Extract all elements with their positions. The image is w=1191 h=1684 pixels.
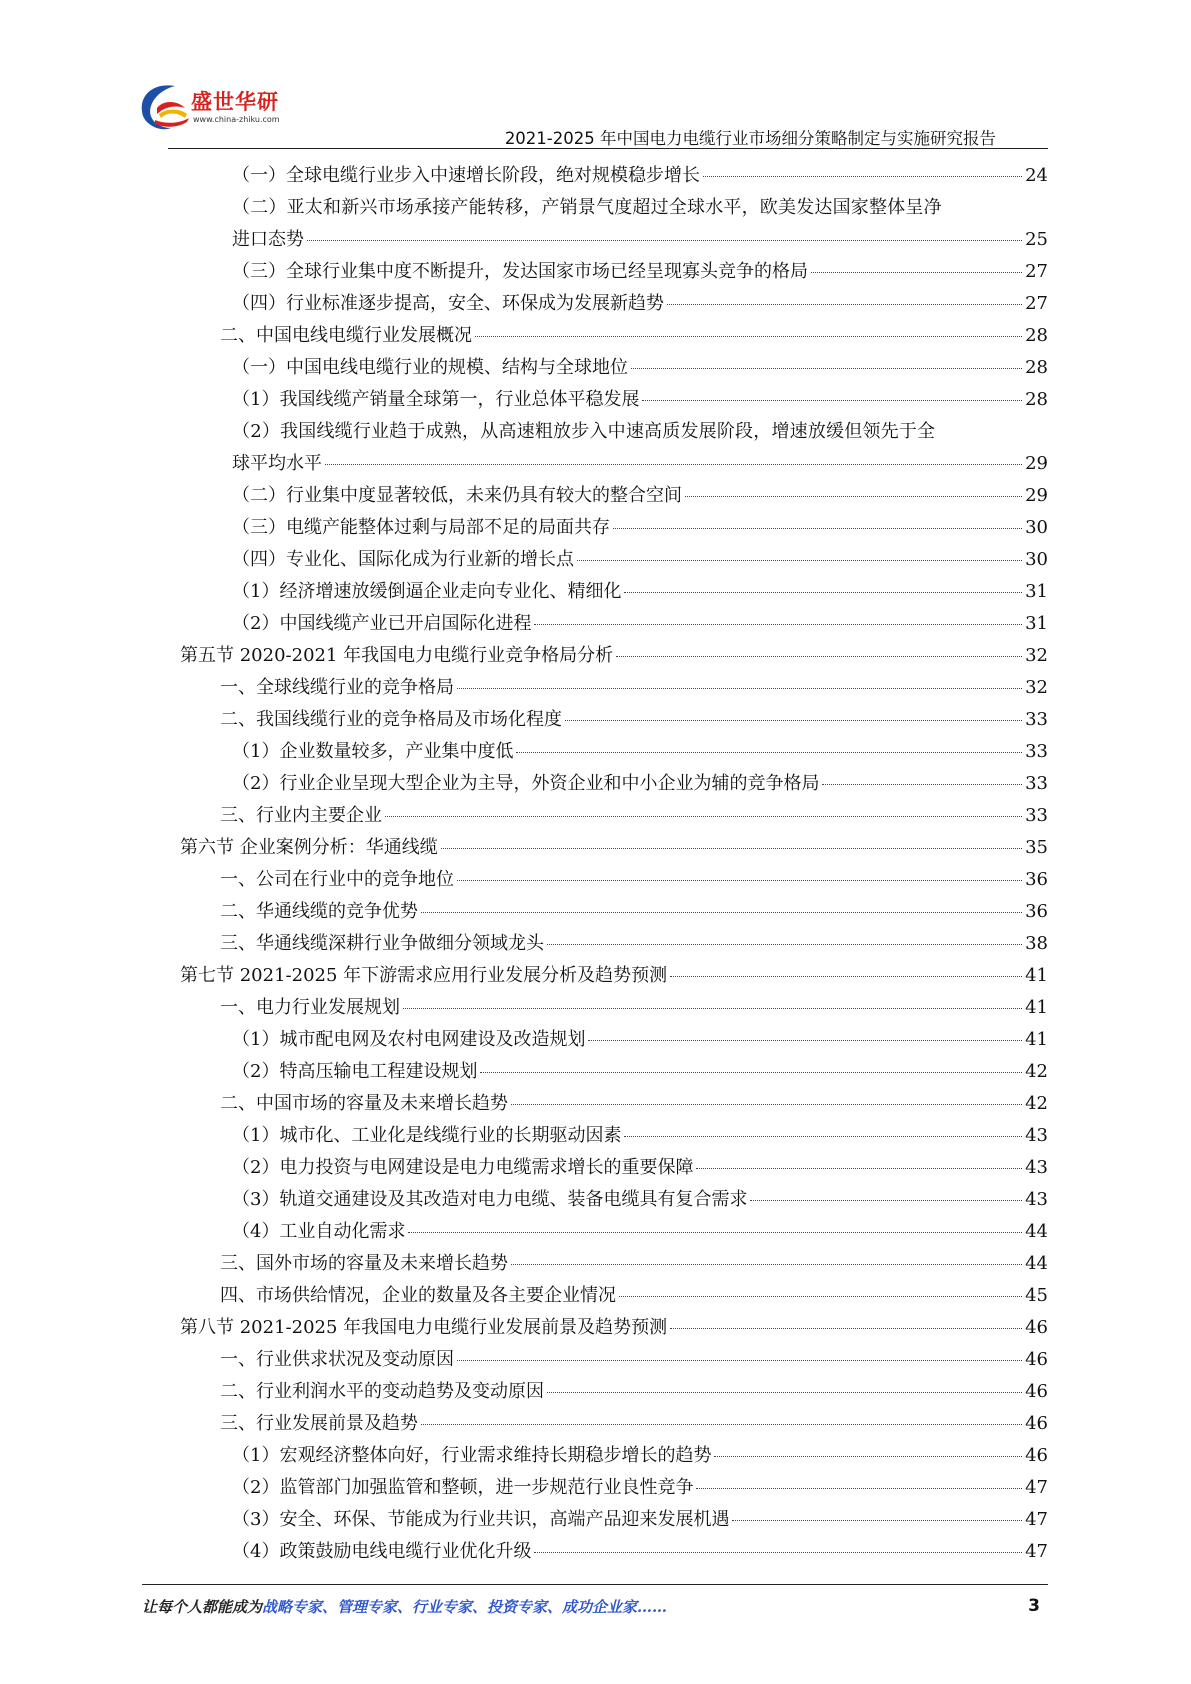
- toc-entry-title: （4）工业自动化需求: [232, 1221, 406, 1242]
- toc-entry-page: 47: [1025, 1541, 1048, 1562]
- toc-entry-title: 二、我国线缆行业的竞争格局及市场化程度: [220, 709, 562, 730]
- toc-entry-title: （一）中国电线电缆行业的规模、结构与全球地位: [232, 357, 628, 378]
- toc-leader-dots: [685, 496, 1022, 497]
- toc-entry-page: 29: [1025, 485, 1048, 506]
- toc-entry-page: 47: [1025, 1477, 1048, 1498]
- logo-url: www.china-zhiku.com: [193, 115, 280, 124]
- toc-entry-page: 33: [1025, 773, 1048, 794]
- table-of-contents: [180, 160, 1048, 1568]
- toc-leader-dots: [441, 848, 1022, 849]
- toc-leader-dots: [619, 1296, 1022, 1297]
- toc-entry-title: 三、行业发展前景及趋势: [220, 1413, 418, 1434]
- toc-entry-page: 43: [1025, 1189, 1048, 1210]
- toc-leader-dots: [457, 880, 1022, 881]
- toc-entry-title: （1）经济增速放缓倒逼企业走向专业化、精细化: [232, 581, 622, 602]
- toc-entry[interactable]: [180, 1056, 1048, 1088]
- toc-entry[interactable]: [180, 576, 1048, 608]
- toc-leader-dots: [511, 1104, 1022, 1105]
- toc-entry[interactable]: [180, 1376, 1048, 1408]
- toc-leader-dots: [822, 784, 1022, 785]
- toc-leader-dots: [547, 944, 1022, 945]
- toc-entry-page: 33: [1025, 741, 1048, 762]
- toc-entry[interactable]: [180, 1344, 1048, 1376]
- toc-leader-dots: [325, 464, 1022, 465]
- toc-entry-section[interactable]: [180, 640, 1048, 672]
- toc-entry-page: 32: [1025, 677, 1048, 698]
- toc-leader-dots: [732, 1520, 1022, 1521]
- toc-leader-dots: [616, 656, 1022, 657]
- toc-entry-title: 一、公司在行业中的竞争地位: [220, 869, 454, 890]
- toc-leader-dots: [613, 528, 1022, 529]
- toc-entry[interactable]: [180, 1248, 1048, 1280]
- toc-leader-dots: [667, 304, 1022, 305]
- toc-entry-page: 41: [1025, 997, 1048, 1018]
- toc-entry-page: 43: [1025, 1125, 1048, 1146]
- toc-leader-dots: [696, 1168, 1022, 1169]
- toc-entry[interactable]: [180, 1472, 1048, 1504]
- toc-entry-page: 36: [1025, 869, 1048, 890]
- page-footer: [142, 1596, 1048, 1636]
- toc-leader-dots: [457, 1360, 1022, 1361]
- toc-entry-title: 三、国外市场的容量及未来增长趋势: [220, 1253, 508, 1274]
- toc-entry-title: 二、中国电线电缆行业发展概况: [220, 325, 472, 346]
- toc-leader-dots: [511, 1264, 1022, 1265]
- toc-leader-dots: [547, 1392, 1022, 1393]
- toc-entry-title: 第五节 2020-2021 年我国电力电缆行业竞争格局分析: [180, 645, 614, 666]
- toc-entry[interactable]: [180, 608, 1048, 640]
- toc-entry-page: 31: [1025, 613, 1048, 634]
- toc-entry-page: 38: [1025, 933, 1048, 954]
- toc-leader-dots: [421, 912, 1022, 913]
- toc-entry-title: （4）政策鼓励电线电缆行业优化升级: [232, 1541, 532, 1562]
- toc-entry-title: （3）轨道交通建设及其改造对电力电缆、装备电缆具有复合需求: [232, 1189, 748, 1210]
- toc-entry-section[interactable]: [180, 832, 1048, 864]
- report-title: 2021-2025 年中国电力电缆行业市场细分策略制定与实施研究报告: [504, 129, 996, 148]
- toc-entry-page: 47: [1025, 1509, 1048, 1530]
- toc-entry-page: 28: [1025, 325, 1048, 346]
- toc-leader-dots: [480, 1072, 1022, 1073]
- toc-entry-page: 42: [1025, 1093, 1048, 1114]
- toc-entry[interactable]: [180, 1152, 1048, 1184]
- toc-entry-title: 二、中国市场的容量及未来增长趋势: [220, 1093, 508, 1114]
- toc-entry-title: （三）全球行业集中度不断提升，发达国家市场已经呈现寡头竞争的格局: [232, 261, 808, 282]
- toc-entry[interactable]: [180, 896, 1048, 928]
- toc-leader-dots: [457, 688, 1022, 689]
- toc-leader-dots: [750, 1200, 1022, 1201]
- toc-entry-page: 42: [1025, 1061, 1048, 1082]
- toc-entry[interactable]: [180, 1408, 1048, 1440]
- toc-leader-dots: [714, 1456, 1022, 1457]
- toc-entry-page: 46: [1025, 1413, 1048, 1434]
- toc-leader-dots: [703, 176, 1022, 177]
- toc-entry-title-continued: 进口态势: [232, 229, 304, 250]
- toc-entry-title: （2）电力投资与电网建设是电力电缆需求增长的重要保障: [232, 1157, 694, 1178]
- toc-entry-title: （三）电缆产能整体过剩与局部不足的局面共存: [232, 517, 610, 538]
- toc-entry-page: 25: [1025, 229, 1048, 250]
- toc-entry[interactable]: [180, 928, 1048, 960]
- toc-entry-page: 29: [1025, 453, 1048, 474]
- toc-entry[interactable]: [180, 1504, 1048, 1536]
- toc-entry[interactable]: [180, 800, 1048, 832]
- toc-entry-title: 三、行业内主要企业: [220, 805, 382, 826]
- toc-entry-page: 43: [1025, 1157, 1048, 1178]
- toc-entry-title: （2）监管部门加强监管和整顿，进一步规范行业良性竞争: [232, 1477, 694, 1498]
- toc-entry-title: （1）城市配电网及农村电网建设及改造规划: [232, 1029, 586, 1050]
- toc-leader-dots: [588, 1040, 1022, 1041]
- toc-entry-page: 30: [1025, 549, 1048, 570]
- toc-entry-title: 一、全球线缆行业的竞争格局: [220, 677, 454, 698]
- toc-entry[interactable]: [180, 1088, 1048, 1120]
- toc-leader-dots: [811, 272, 1022, 273]
- toc-leader-dots: [408, 1232, 1022, 1233]
- toc-entry[interactable]: [180, 320, 1048, 352]
- toc-entry-title: （1）城市化、工业化是线缆行业的长期驱动因素: [232, 1125, 622, 1146]
- toc-entry[interactable]: [180, 288, 1048, 320]
- toc-entry-page: 35: [1025, 837, 1048, 858]
- footer-divider: [142, 1584, 1048, 1585]
- toc-entry-title: （四）行业标准逐步提高，安全、环保成为发展新趋势: [232, 293, 664, 314]
- toc-entry[interactable]: [180, 1120, 1048, 1152]
- toc-leader-dots: [565, 720, 1022, 721]
- page-number: 3: [1028, 1596, 1040, 1616]
- toc-entry[interactable]: [180, 736, 1048, 768]
- toc-entry-title: 三、华通线缆深耕行业争做细分领域龙头: [220, 933, 544, 954]
- toc-entry-title: （一）全球电缆行业步入中速增长阶段，绝对规模稳步增长: [232, 165, 700, 186]
- company-logo: [135, 78, 305, 148]
- logo-swoosh-icon: [135, 78, 195, 138]
- toc-entry-title: （2）特高压输电工程建设规划: [232, 1061, 478, 1082]
- toc-leader-dots: [421, 1424, 1022, 1425]
- toc-leader-dots: [307, 240, 1022, 241]
- toc-leader-dots: [624, 592, 1022, 593]
- toc-entry-title: 二、行业利润水平的变动趋势及变动原因: [220, 1381, 544, 1402]
- header-divider: [168, 148, 1048, 149]
- page-header: [0, 0, 1191, 150]
- toc-entry-page: 45: [1025, 1285, 1048, 1306]
- toc-entry-page: 41: [1025, 1029, 1048, 1050]
- toc-entry-title: 第八节 2021-2025 年我国电力电缆行业发展前景及趋势预测: [180, 1317, 668, 1338]
- toc-entry[interactable]: [180, 1536, 1048, 1568]
- footer-slogan-roles: 战略专家、管理专家、行业专家、投资专家、成功企业家……: [262, 1598, 668, 1616]
- toc-entry[interactable]: [180, 544, 1048, 576]
- footer-slogan-lead: 让每个人都能成为: [142, 1598, 263, 1616]
- toc-leader-dots: [577, 560, 1022, 561]
- toc-leader-dots: [534, 624, 1022, 625]
- toc-entry-page: 32: [1025, 645, 1048, 666]
- toc-entry[interactable]: [180, 1184, 1048, 1216]
- toc-entry-page: 46: [1025, 1445, 1048, 1466]
- toc-entry-page: 44: [1025, 1253, 1048, 1274]
- toc-entry-page: 41: [1025, 965, 1048, 986]
- toc-entry[interactable]: [180, 864, 1048, 896]
- toc-entry-title: （2）中国线缆产业已开启国际化进程: [232, 613, 532, 634]
- toc-entry-page: 30: [1025, 517, 1048, 538]
- toc-entry-title: 一、电力行业发展规划: [220, 997, 400, 1018]
- toc-entry[interactable]: [180, 480, 1048, 512]
- toc-entry[interactable]: [180, 768, 1048, 800]
- toc-entry-page: 27: [1025, 293, 1048, 314]
- toc-entry-title: （二）亚太和新兴市场承接产能转移，产销景气度超过全球水平，欧美发达国家整体呈净: [232, 197, 942, 218]
- toc-entry-title: 第六节 企业案例分析：华通线缆: [180, 837, 438, 858]
- toc-entry-page: 33: [1025, 709, 1048, 730]
- toc-entry-title: （2）行业企业呈现大型企业为主导，外资企业和中小企业为辅的竞争格局: [232, 773, 820, 794]
- toc-entry-title: 一、行业供求状况及变动原因: [220, 1349, 454, 1370]
- toc-leader-dots: [696, 1488, 1022, 1489]
- toc-entry-title: （2）我国线缆行业趋于成熟，从高速粗放步入中速高质发展阶段，增速放缓但领先于全: [232, 421, 936, 442]
- toc-entry-title: （二）行业集中度显著较低，未来仍具有较大的整合空间: [232, 485, 682, 506]
- toc-entry[interactable]: [180, 672, 1048, 704]
- toc-entry-page: 31: [1025, 581, 1048, 602]
- toc-entry[interactable]: [180, 352, 1048, 384]
- toc-entry-title: （1）企业数量较多，产业集中度低: [232, 741, 514, 762]
- toc-entry-page: 28: [1025, 357, 1048, 378]
- toc-leader-dots: [385, 816, 1022, 817]
- toc-leader-dots: [670, 1328, 1022, 1329]
- toc-entry[interactable]: [180, 1024, 1048, 1056]
- toc-leader-dots: [624, 1136, 1022, 1137]
- toc-entry-title-continued: 球平均水平: [232, 453, 322, 474]
- toc-entry-page: 28: [1025, 389, 1048, 410]
- toc-entry-section[interactable]: [180, 1312, 1048, 1344]
- toc-leader-dots: [403, 1008, 1022, 1009]
- toc-entry[interactable]: [180, 256, 1048, 288]
- toc-leader-dots: [516, 752, 1022, 753]
- logo-name: 盛世华研: [191, 90, 279, 114]
- toc-entry[interactable]: [180, 992, 1048, 1024]
- toc-entry-page: 24: [1025, 165, 1048, 186]
- toc-entry-page: 46: [1025, 1349, 1048, 1370]
- toc-leader-dots: [534, 1552, 1022, 1553]
- toc-entry[interactable]: [180, 416, 1048, 480]
- toc-leader-dots: [475, 336, 1022, 337]
- toc-entry-title: 二、华通线缆的竞争优势: [220, 901, 418, 922]
- toc-entry-page: 46: [1025, 1381, 1048, 1402]
- toc-leader-dots: [642, 400, 1022, 401]
- toc-entry[interactable]: [180, 512, 1048, 544]
- toc-entry[interactable]: [180, 1440, 1048, 1472]
- toc-entry-page: 44: [1025, 1221, 1048, 1242]
- toc-leader-dots: [670, 976, 1022, 977]
- toc-entry[interactable]: [180, 1216, 1048, 1248]
- toc-entry-page: 27: [1025, 261, 1048, 282]
- toc-entry-title: （四）专业化、国际化成为行业新的增长点: [232, 549, 574, 570]
- toc-leader-dots: [631, 368, 1022, 369]
- toc-entry-title: （1）宏观经济整体向好，行业需求维持长期稳步增长的趋势: [232, 1445, 712, 1466]
- toc-entry[interactable]: [180, 704, 1048, 736]
- toc-entry-title: （3）安全、环保、节能成为行业共识，高端产品迎来发展机遇: [232, 1509, 730, 1530]
- toc-entry-section[interactable]: [180, 960, 1048, 992]
- toc-entry[interactable]: [180, 160, 1048, 192]
- toc-entry[interactable]: [180, 384, 1048, 416]
- toc-entry[interactable]: [180, 1280, 1048, 1312]
- toc-entry-page: 36: [1025, 901, 1048, 922]
- toc-entry-title: 第七节 2021-2025 年下游需求应用行业发展分析及趋势预测: [180, 965, 668, 986]
- toc-entry[interactable]: [180, 192, 1048, 256]
- toc-entry-page: 46: [1025, 1317, 1048, 1338]
- toc-entry-title: （1）我国线缆产销量全球第一，行业总体平稳发展: [232, 389, 640, 410]
- toc-entry-title: 四、市场供给情况，企业的数量及各主要企业情况: [220, 1285, 616, 1306]
- toc-entry-page: 33: [1025, 805, 1048, 826]
